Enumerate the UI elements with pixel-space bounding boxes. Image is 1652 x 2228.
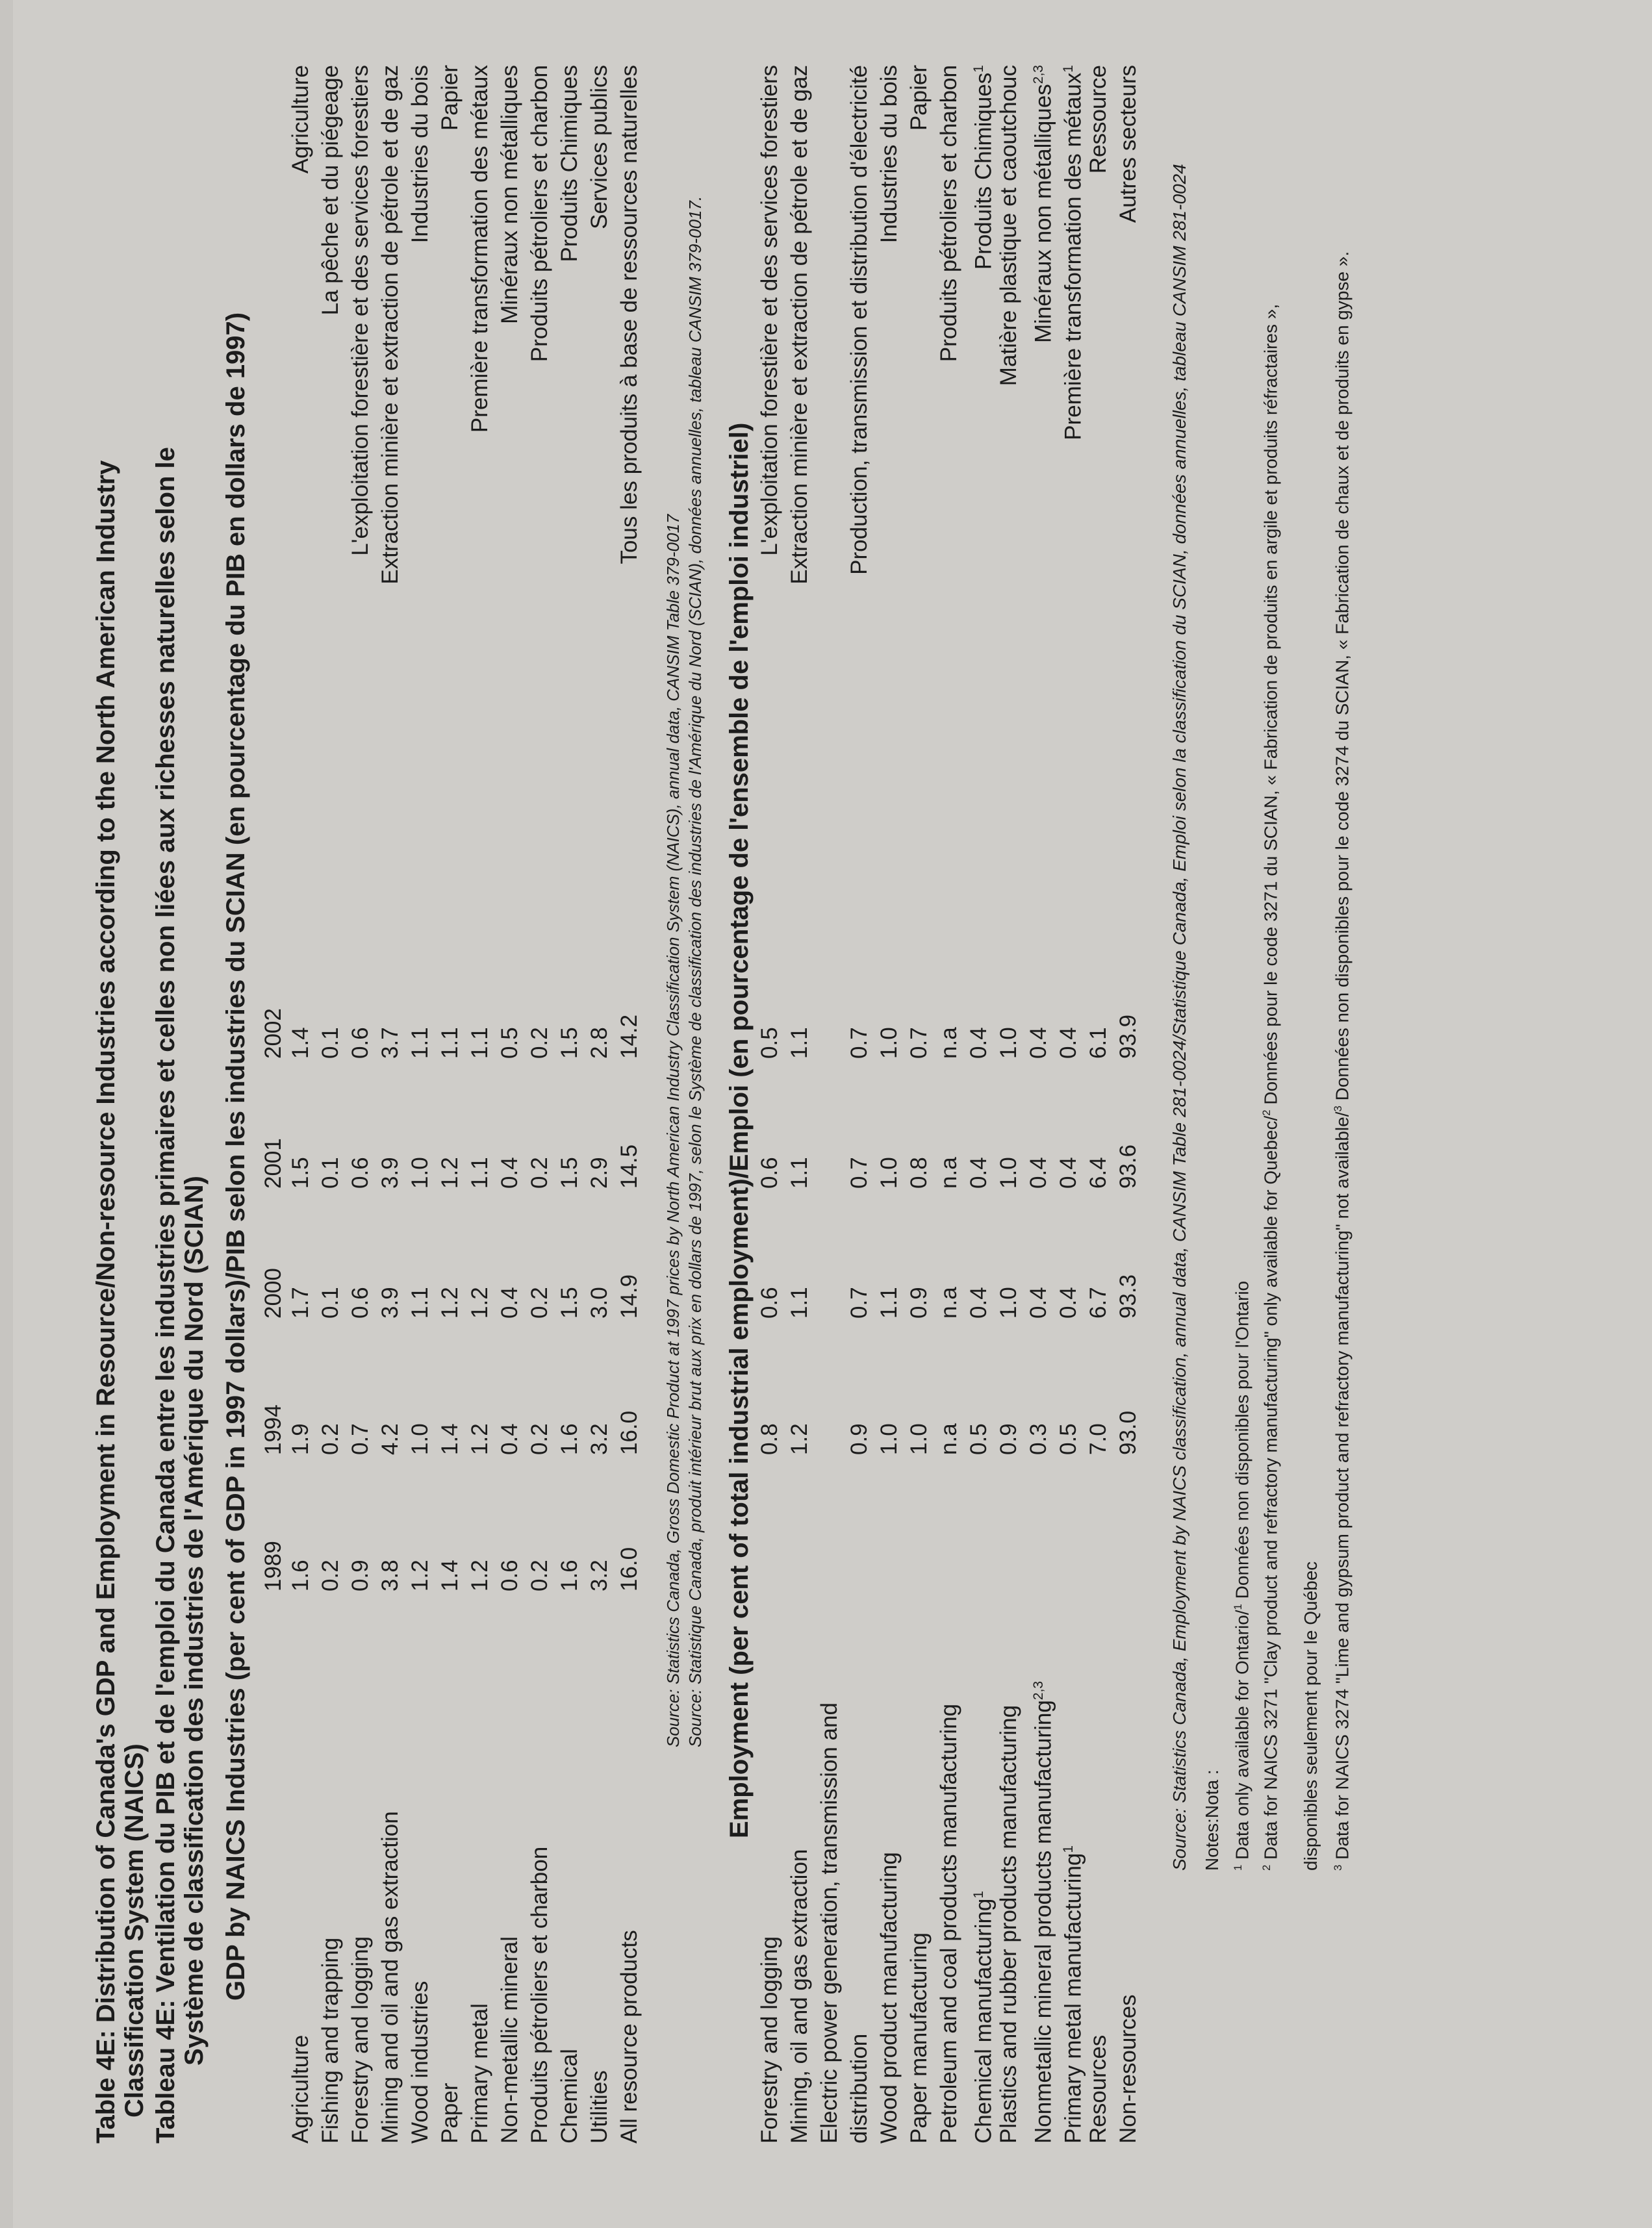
row-label-fr: Produits Chimiques$^1$ — [971, 65, 997, 270]
cell-value: 0.9 — [348, 1560, 373, 1591]
cell-value: 1.1 — [787, 1027, 812, 1059]
row-label: Produits pétroliers et charbon — [527, 1846, 552, 2144]
gdp-row — [495, 65, 525, 2144]
cell-value: 6.1 — [1086, 1027, 1111, 1059]
row-label: Petroleum and coal products manufacturing — [936, 1703, 961, 2144]
cell-value: 0.5 — [966, 1423, 991, 1455]
cell-value: 0.4 — [966, 1027, 991, 1059]
cell-value: 1.2 — [407, 1560, 433, 1591]
row-label-fr: Minéraux non métalliques$^{2,3}$ — [1030, 65, 1056, 344]
cell-value: 1.2 — [437, 1287, 463, 1319]
emp-row — [964, 65, 997, 2144]
cell-value: 1.6 — [288, 1560, 313, 1591]
cell-value: 93.9 — [1115, 1014, 1141, 1059]
row-label-fr: Ressource — [1086, 65, 1111, 174]
cell-value: 14.5 — [616, 1144, 642, 1189]
cell-value: 0.2 — [527, 1287, 552, 1319]
cell-value: 1.0 — [876, 1027, 902, 1059]
cell-value: 0.2 — [527, 1157, 552, 1189]
cell-value: 1.1 — [407, 1027, 433, 1059]
row-label-fr: Papier — [906, 65, 932, 131]
cell-value: 1.1 — [787, 1287, 812, 1319]
cell-value: 0.5 — [1056, 1423, 1081, 1455]
note-3: $^3$ Data for NAICS 3274 "Lime and gypsum product and refractory manufacturing" not available/$^3$ Données non disponibles pour le code 3274 du SCIAN, « Fabrication de chaux et de produits en gypse ». — [1332, 251, 1353, 1871]
cell-value: 0.4 — [497, 1157, 522, 1189]
cell-value: 0.2 — [318, 1423, 343, 1455]
cell-value: 0.6 — [348, 1157, 373, 1189]
cell-value: 0.6 — [497, 1560, 522, 1591]
emp-source: Source: Statistics Canada, Employment by NAICS classification, annual data, CANSIM Table 281-0024/Statistique Canada, Emploi selon la classification du SCIAN, données annuelles, tableau CANSIM 281-0024 — [1169, 164, 1189, 1871]
cell-value: 1.2 — [787, 1423, 812, 1455]
cell-value: 3.8 — [377, 1560, 403, 1591]
cell-value: 0.2 — [527, 1560, 552, 1591]
cell-value: 6.4 — [1086, 1157, 1111, 1189]
title-fr-line2: Système de classification des industries de l'Amérique du Nord (SCIAN) — [180, 1176, 209, 2066]
emp-row — [994, 65, 1024, 2144]
gdp-row — [525, 65, 555, 2144]
row-label-fr: Extraction minière et extraction de pétrole et de gaz — [787, 65, 812, 585]
cell-value: 93.0 — [1115, 1410, 1141, 1455]
cell-value: 0.4 — [1056, 1157, 1081, 1189]
cell-value: 0.7 — [846, 1157, 872, 1189]
cell-value: 0.1 — [318, 1287, 343, 1319]
footnote-marker: 1 — [971, 1890, 986, 1899]
cell-value: 0.2 — [527, 1423, 552, 1455]
cell-value: 1.5 — [557, 1287, 582, 1319]
gdp-year-header — [259, 65, 288, 2144]
cell-value: 14.2 — [616, 1014, 642, 1059]
cell-value: 1.2 — [437, 1157, 463, 1189]
year-header: 2001 — [261, 1138, 286, 1189]
cell-value: n.a — [936, 1423, 961, 1455]
emp-row — [904, 65, 934, 2144]
cell-value: 1.6 — [557, 1560, 582, 1591]
cell-value: 1.1 — [467, 1157, 492, 1189]
row-label-fr: Production, transmission et distribution d'électricité — [846, 65, 872, 575]
cell-value: 0.9 — [906, 1287, 932, 1319]
row-label: Resources — [1086, 2034, 1111, 2144]
rotated-content — [91, 65, 1618, 2144]
cell-value: 0.7 — [846, 1027, 872, 1059]
cell-value: 3.0 — [587, 1287, 612, 1319]
cell-value: 1.0 — [996, 1157, 1021, 1189]
row-label-fr: Industries du bois — [407, 65, 433, 244]
cell-value: 0.2 — [527, 1027, 552, 1059]
row-label: Primary metal — [467, 2003, 492, 2144]
row-label: Electric power generation, transmission and — [817, 1703, 842, 2144]
row-label-fr: Papier — [437, 65, 463, 131]
row-label: distribution — [846, 2033, 872, 2144]
row-label: Mining, oil and gas extraction — [787, 1849, 812, 2144]
cell-value: 1.4 — [437, 1560, 463, 1591]
title-en-line1: Table 4E: Distribution of Canada's GDP and Employment in Resource/Non-resource Industries according to the North American Industry — [92, 460, 120, 2144]
row-label: Utilities — [587, 2070, 612, 2144]
cell-value: 2.8 — [587, 1027, 612, 1059]
cell-value: 3.7 — [377, 1027, 403, 1059]
cell-value: 0.6 — [348, 1027, 373, 1059]
row-label: Non-resources — [1115, 1994, 1141, 2144]
note-2: $^2$ Data for NAICS 3271 "Clay product and refractory manufacturing" only available for Quebec/$^2$ Données pour le code 3271 du SCIAN, « Fabrication de produits en argile et produits réfractaires », — [1260, 303, 1281, 1871]
row-label-fr: Industries du bois — [876, 65, 902, 244]
emp-row — [815, 65, 845, 2144]
emp-heading: Employment (per cent of total industrial employment)/Emploi (en pourcentage de l'ensemble de l'emploi industriel) — [725, 422, 754, 1838]
cell-value: 1.2 — [467, 1423, 492, 1455]
gdp-row — [286, 65, 316, 2144]
cell-value: 1.0 — [407, 1157, 433, 1189]
row-label: Chemical — [557, 2049, 582, 2144]
gdp-row — [375, 65, 405, 2144]
row-label-fr: Autres secteurs — [1115, 65, 1141, 223]
emp-row — [785, 65, 815, 2144]
cell-value: 1.7 — [288, 1287, 313, 1319]
cell-value: 1.2 — [467, 1560, 492, 1591]
gdp-row — [346, 65, 375, 2144]
footnote-marker: 2,3 — [1031, 65, 1046, 84]
row-label: Wood product manufacturing — [876, 1852, 902, 2144]
footnote-marker: 1 — [971, 65, 986, 73]
emp-row — [1113, 65, 1143, 2144]
year-header: 2000 — [261, 1268, 286, 1319]
footnote-marker: 2,3 — [1031, 1680, 1046, 1701]
row-label-fr: Première transformation des métaux$^1$ — [1060, 65, 1086, 440]
cell-value: 0.8 — [757, 1423, 782, 1455]
cell-value: 0.6 — [348, 1287, 373, 1319]
row-label-fr: La pêche et du piégeage — [318, 65, 343, 316]
footnote-marker: 1 — [1061, 1845, 1076, 1853]
emp-row — [755, 65, 785, 2144]
cell-value: 0.7 — [846, 1287, 872, 1319]
row-label-fr: Minéraux non métalliques — [497, 65, 522, 324]
cell-value: 0.7 — [348, 1423, 373, 1455]
gdp-source-en: Source: Statistics Canada, Gross Domestic Product at 1997 prices by North American Industry Classification System (NAICS), annual data, CANSIM Table 379-0017 — [663, 514, 683, 1747]
cell-value: 1.0 — [996, 1287, 1021, 1319]
cell-value: 93.3 — [1115, 1274, 1141, 1319]
row-label-fr: Matière plastique et caoutchouc — [996, 65, 1021, 386]
row-label: Forestry and logging — [348, 1936, 373, 2144]
cell-value: 0.3 — [1026, 1423, 1051, 1455]
cell-value: 1.5 — [557, 1157, 582, 1189]
cell-value: 1.0 — [876, 1423, 902, 1455]
cell-value: 0.4 — [1026, 1287, 1051, 1319]
row-label: Paper manufacturing — [906, 1932, 932, 2144]
row-label-fr: Produits pétroliers et charbon — [527, 65, 552, 362]
cell-value: 0.5 — [497, 1027, 522, 1059]
cell-value: 0.1 — [318, 1157, 343, 1189]
row-label: Plastics and rubber products manufacturing — [996, 1704, 1021, 2144]
cell-value: 0.4 — [497, 1423, 522, 1455]
row-label: Forestry and logging — [757, 1936, 782, 2144]
cell-value: 0.4 — [1026, 1157, 1051, 1189]
year-header: 1994 — [261, 1404, 286, 1455]
row-label: All resource products — [616, 1930, 642, 2144]
note-1: $^1$ Data only available for Ontario/$^1$ Données non disponibles pour l'Ontario — [1232, 1280, 1252, 1871]
cell-value: n.a — [936, 1027, 961, 1059]
cell-value: 1.1 — [787, 1157, 812, 1189]
cell-value: 2.9 — [587, 1157, 612, 1189]
gdp-source-fr: Source: Statistique Canada, produit intérieur brut aux prix en dollars de 1997, selon le Système de classification des industries de l'Amérique du Nord (SCIAN), données annuelles, tableau CANSIM 379-0017. — [685, 196, 705, 1747]
cell-value: 1.1 — [437, 1027, 463, 1059]
row-label: Paper — [437, 2082, 463, 2144]
gdp-row — [585, 65, 615, 2144]
emp-row — [934, 65, 964, 2144]
cell-value: 1.4 — [437, 1423, 463, 1455]
cell-value: 1.1 — [467, 1027, 492, 1059]
row-label: Primary metal manufacturing$^1$ — [1060, 1845, 1086, 2144]
emp-row — [1084, 65, 1113, 2144]
cell-value: 0.8 — [906, 1157, 932, 1189]
row-label-fr: L'exploitation forestière et des services forestiers — [348, 65, 373, 556]
row-label-fr: Produits Chimiques — [557, 65, 582, 262]
row-label: Non-metallic mineral — [497, 1936, 522, 2144]
cell-value: 1.9 — [288, 1423, 313, 1455]
cell-value: 1.0 — [996, 1027, 1021, 1059]
row-label-fr: Tous les produits à base de ressources naturelles — [616, 65, 642, 564]
gdp-row — [435, 65, 465, 2144]
cell-value: 0.6 — [757, 1157, 782, 1189]
cell-value: 16.0 — [616, 1410, 642, 1455]
emp-row — [1024, 65, 1054, 2144]
gdp-row — [465, 65, 495, 2144]
cell-value: 93.6 — [1115, 1144, 1141, 1189]
row-label-fr: Produits pétroliers et charbon — [936, 65, 961, 362]
year-header: 2002 — [261, 1008, 286, 1059]
cell-value: 1.0 — [407, 1423, 433, 1455]
cell-value: 0.1 — [318, 1027, 343, 1059]
gdp-row — [405, 65, 435, 2144]
gdp-heading: GDP by NAICS Industries (per cent of GDP in 1997 dollars)/PIB selon les industries du SCIAN (en pourcentage du PIB en dollars de 1997) — [222, 312, 250, 2001]
cell-value: 14.9 — [616, 1274, 642, 1319]
cell-value: 0.9 — [996, 1423, 1021, 1455]
cell-value: 1.1 — [876, 1287, 902, 1319]
cell-value: 0.4 — [1056, 1027, 1081, 1059]
cell-value: 0.4 — [1056, 1287, 1081, 1319]
cell-value: 1.0 — [876, 1157, 902, 1189]
cell-value: 4.2 — [377, 1423, 403, 1455]
cell-value: 0.9 — [846, 1423, 872, 1455]
cell-value: 1.5 — [557, 1027, 582, 1059]
cell-value: 0.4 — [966, 1157, 991, 1189]
row-label-fr: Première transformation des métaux — [467, 65, 492, 433]
row-label: Agriculture — [288, 2034, 313, 2144]
cell-value: 6.7 — [1086, 1287, 1111, 1319]
emp-row — [1054, 65, 1084, 2144]
cell-value: 3.2 — [587, 1560, 612, 1591]
cell-value: 1.5 — [288, 1157, 313, 1189]
footnote-marker: 1 — [1061, 65, 1076, 73]
row-label: Wood industries — [407, 1981, 433, 2144]
cell-value: 1.6 — [557, 1423, 582, 1455]
cell-value: 3.9 — [377, 1287, 403, 1319]
year-header: 1989 — [261, 1541, 286, 1591]
cell-value: 0.4 — [497, 1287, 522, 1319]
cell-value: 0.4 — [966, 1287, 991, 1319]
row-label: Nonmetallic mineral products manufacturing$^{2,3}$ — [1030, 1680, 1056, 2144]
cell-value: 1.0 — [906, 1423, 932, 1455]
row-label-fr: Extraction minière et extraction de pétrole et de gaz — [377, 65, 403, 585]
cell-value: 0.7 — [906, 1027, 932, 1059]
scanned-page — [13, 0, 1652, 2228]
gdp-row — [555, 65, 585, 2144]
cell-value: 16.0 — [616, 1547, 642, 1591]
notes-heading: Notes:Nota : — [1202, 1769, 1222, 1871]
cell-value: 1.1 — [407, 1287, 433, 1319]
note-2-continued: disponibles seulement pour le Québec — [1301, 1561, 1321, 1871]
cell-value: 3.9 — [377, 1157, 403, 1189]
row-label: Mining and oil and gas extraction — [377, 1811, 403, 2144]
cell-value: 0.4 — [1026, 1027, 1051, 1059]
cell-value: 0.6 — [757, 1287, 782, 1319]
cell-value: 0.2 — [318, 1560, 343, 1591]
cell-value: 7.0 — [1086, 1423, 1111, 1455]
row-label-fr: Agriculture — [288, 65, 313, 174]
gdp-row — [615, 65, 644, 2144]
gdp-row — [316, 65, 346, 2144]
row-label-fr: Services publics — [587, 65, 612, 229]
emp-row — [845, 65, 874, 2144]
cell-value: 0.5 — [757, 1027, 782, 1059]
cell-value: 1.2 — [467, 1287, 492, 1319]
row-label: Fishing and trapping — [318, 1937, 343, 2144]
cell-value: n.a — [936, 1287, 961, 1319]
title-en-line2: Classification System (NAICS) — [120, 1743, 149, 2118]
cell-value: 1.4 — [288, 1027, 313, 1059]
title-fr-line1: Tableau 4E: Ventilation du PIB et de l'emploi du Canada entre les industries primaires et celles non liées aux richesses naturelles selon le — [151, 447, 180, 2144]
row-label-fr: L'exploitation forestière et des services forestiers — [757, 65, 782, 556]
cell-value: 3.2 — [587, 1423, 612, 1455]
emp-row — [874, 65, 904, 2144]
row-label: Chemical manufacturing$^1$ — [971, 1890, 997, 2144]
cell-value: n.a — [936, 1157, 961, 1189]
